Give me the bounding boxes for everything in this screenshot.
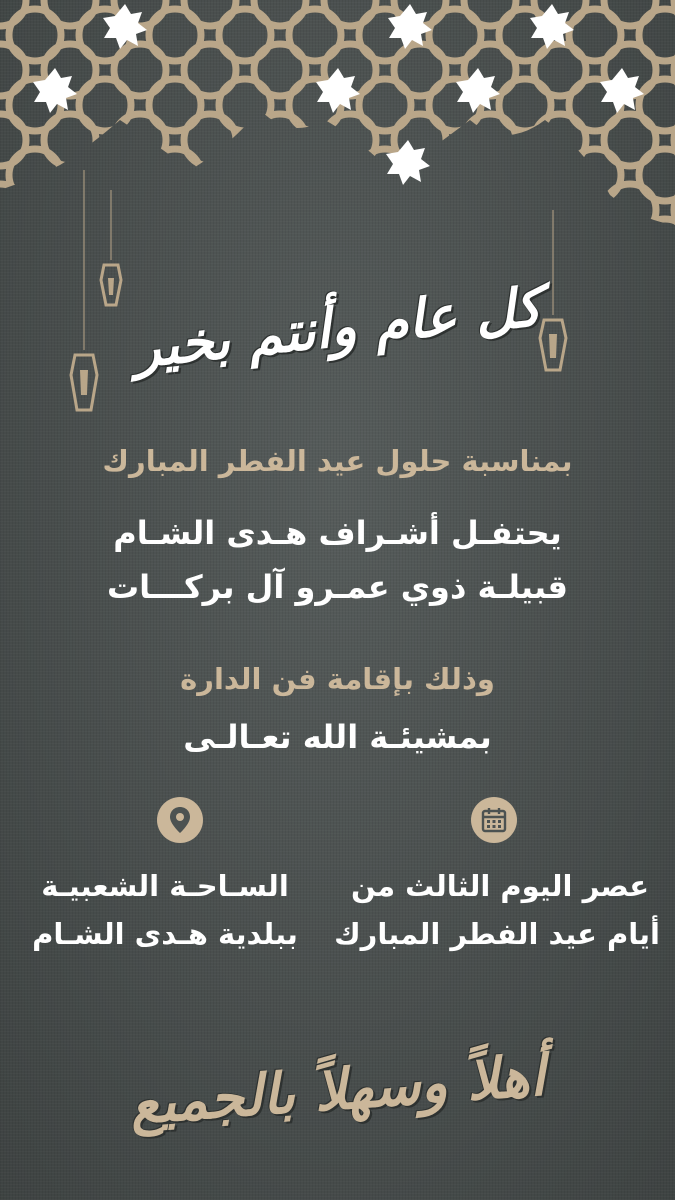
calligraphy-title: كل عام وأنتم بخير	[130, 273, 545, 381]
where-block	[10, 862, 320, 958]
where-line-2: ببلدية هـدى الشـام	[32, 917, 298, 951]
event-line-2: بمشيئـة الله تعـالـى	[183, 718, 492, 756]
where-line-1: السـاحـة الشعبيـة	[41, 869, 289, 903]
host-line-1: يحتفـل أشـراف هـدى الشـام	[113, 514, 562, 552]
occasion-line: بمناسبة حلول عيد الفطر المبارك	[102, 444, 573, 478]
host-line-2: قبيلـة ذوي عمـرو آل بركـــات	[107, 568, 568, 606]
when-block	[334, 862, 660, 958]
welcome-calligraphy: أهلاً وسهلاً بالجميع	[127, 1042, 548, 1138]
calendar-icon	[471, 797, 517, 843]
event-line-1: وذلك بإقامة فن الدارة	[180, 662, 495, 696]
when-line-2: أيام عيد الفطر المبارك	[334, 917, 660, 951]
when-line-1: عصر اليوم الثالث من	[350, 869, 649, 903]
location-pin-icon	[157, 797, 203, 843]
